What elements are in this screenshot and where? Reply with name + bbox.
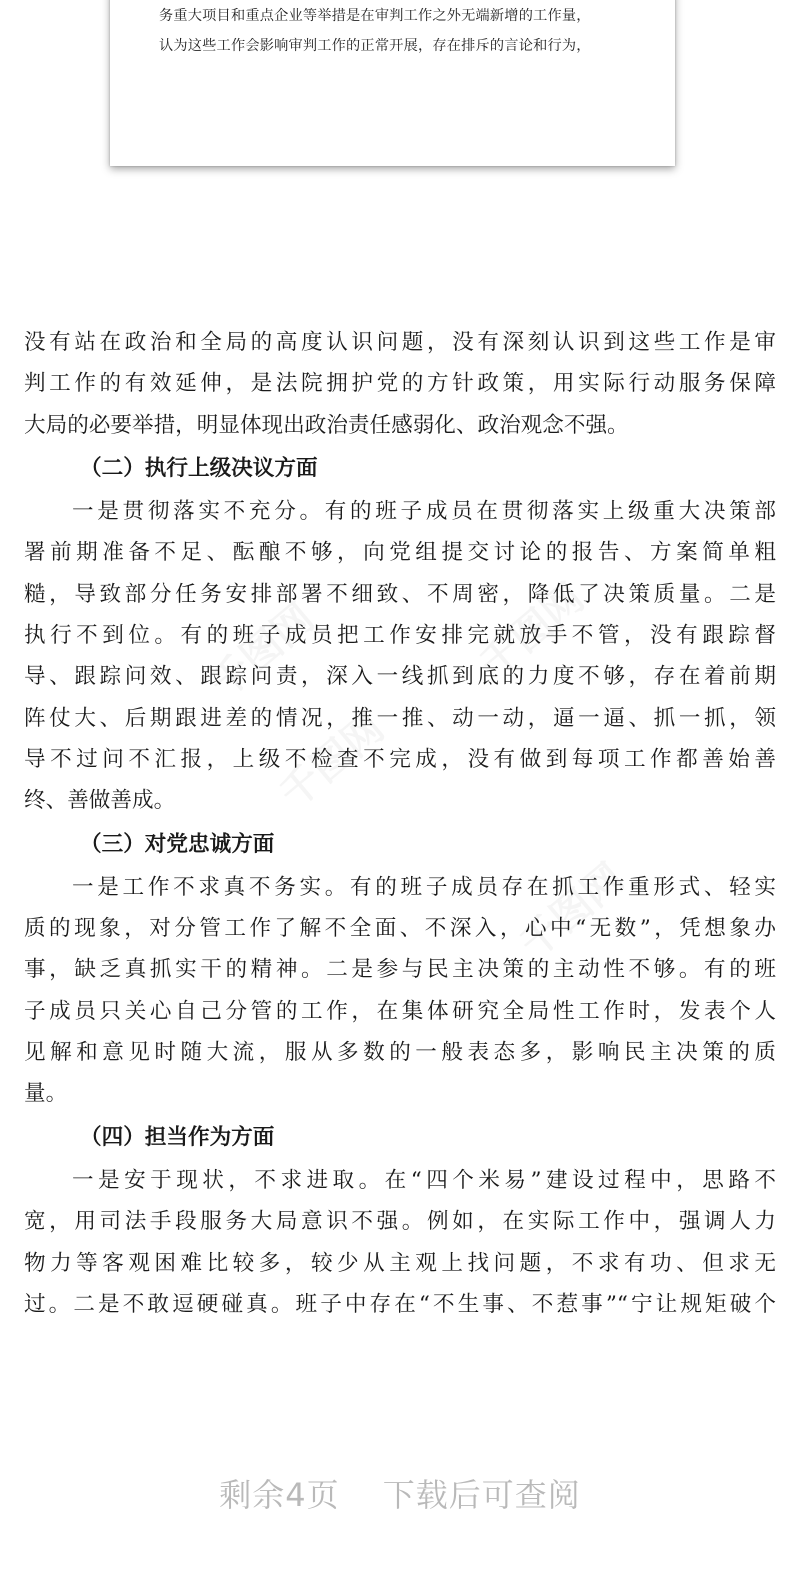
paragraph-line: 阵仗大、后期跟进差的情况，推一推、动一动，逼一逼、抓一抓，领 — [24, 705, 776, 731]
paragraph-line: 一是贯彻落实不充分。有的班子成员在贯彻落实上级重大决策部 — [72, 499, 776, 525]
remaining-pages-label[interactable]: 剩余4页 — [219, 1476, 340, 1514]
section-heading: （四）担当作为方面 — [80, 1124, 275, 1150]
paragraph-line: 没有站在政治和全局的高度认识问题，没有深刻认识到这些工作是审 — [24, 330, 776, 355]
section-heading: （二）执行上级决议方面 — [80, 455, 318, 481]
paragraph-line: 宽，用司法手段服务大局意识不强。例如，在实际工作中，强调人力 — [24, 1209, 776, 1235]
paragraph-line: 大局的必要举措，明显体现出政治责任感弱化、政治观念不强。 — [24, 412, 629, 438]
paragraph-line: 署前期准备不足、酝酿不够，向党组提交讨论的报告、方案简单粗 — [24, 540, 776, 566]
card-text-line: 认为这些工作会影响审判工作的正常开展，存在排斥的言论和行为， — [159, 38, 591, 54]
paragraph-line: 执行不到位。有的班子成员把工作安排完就放手不管，没有跟踪督 — [24, 623, 776, 649]
paragraph-line: 子成员只关心自己分管的工作，在集体研究全局性工作时，发表个人 — [24, 998, 776, 1024]
paragraph-line: 见解和意见时随大流，服从多数的一般表态多，影响民主决策的质 — [24, 1040, 776, 1066]
paragraph-line: 一是安于现状，不求进取。在“四个米易”建设过程中，思路不 — [72, 1167, 776, 1193]
paragraph-line: 物力等客观困难比较多，较少从主观上找问题，不求有功、但求无 — [24, 1250, 776, 1276]
watermark: 千图网 — [271, 704, 393, 818]
download-to-view-label[interactable]: 下载后可查阅 — [382, 1476, 581, 1514]
paragraph-line: 质的现象，对分管工作了解不全面、不深入，心中“无数”，凭想象办 — [24, 916, 776, 942]
watermark: 千图网 — [511, 854, 633, 968]
paragraph-line: 一是工作不求真不务实。有的班子成员存在抓工作重形式、轻实 — [72, 874, 776, 900]
paragraph-line: 终、善做善成。 — [24, 788, 176, 814]
paragraph-line: 判工作的有效延伸，是法院拥护党的方针政策，用实际行动服务保障 — [24, 371, 776, 397]
watermark: 千图网 — [201, 594, 323, 708]
card-text-line: 务重大项目和重点企业等举措是在审判工作之外无端新增的工作量， — [159, 8, 591, 24]
document-body — [24, 322, 776, 1325]
paragraph-line: 量。 — [24, 1081, 68, 1107]
document-preview-card — [110, 0, 675, 166]
paragraph-line: 导、跟踪问效、跟踪问责，深入一线抓到底的力度不够，存在着前期 — [24, 664, 776, 690]
section-heading: （三）对党忠诚方面 — [80, 831, 275, 857]
paragraph-line: 导不过问不汇报，上级不检查不完成，没有做到每项工作都善始善 — [24, 746, 776, 772]
download-prompt[interactable] — [0, 1470, 800, 1516]
paragraph-line: 糙，导致部分任务安排部署不细致、不周密，降低了决策质量。二是 — [24, 581, 776, 607]
paragraph-line: 过。二是不敢逗硬碰真。班子中存在“不生事、不惹事”“宁让规矩破个 — [24, 1291, 776, 1317]
paragraph-line: 事，缺乏真抓实干的精神。二是参与民主决策的主动性不够。有的班 — [24, 957, 776, 983]
watermark: 千图网 — [471, 574, 593, 688]
